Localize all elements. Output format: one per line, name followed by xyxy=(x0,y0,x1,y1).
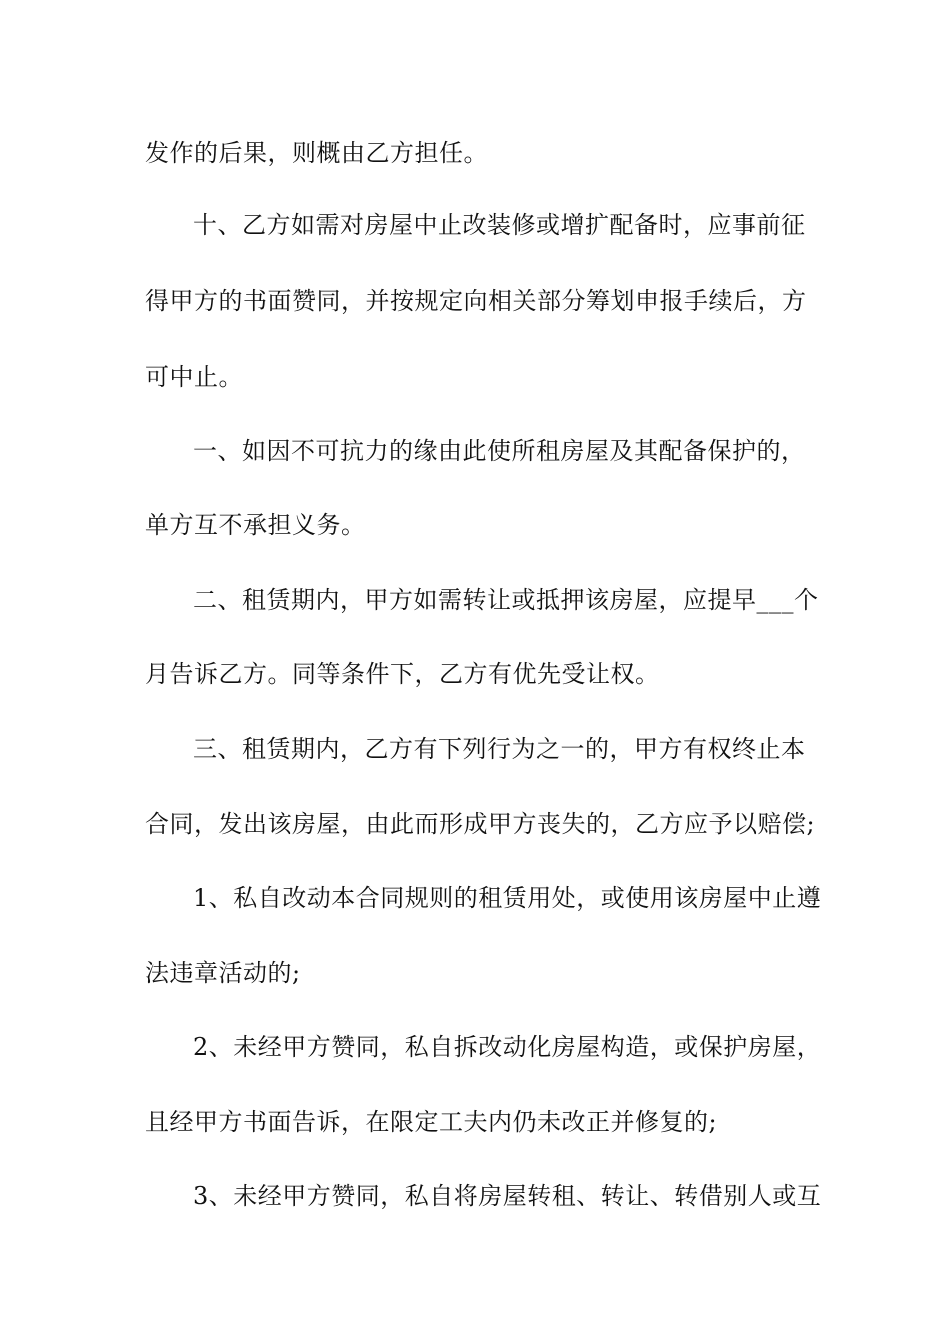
text-line-11: 1、私自改动本合同规则的租赁用处，或使用该房屋中止遵 xyxy=(193,884,822,912)
text-line-8: 月告诉乙方。同等条件下，乙方有优先受让权。 xyxy=(145,660,660,688)
text-line-7: 二、租赁期内，甲方如需转让或抵押该房屋，应提早___个 xyxy=(193,586,819,614)
text-line-9: 三、租赁期内，乙方有下列行为之一的，甲方有权终止本 xyxy=(193,735,806,763)
text-line-3: 得甲方的书面赞同，并按规定向相关部分筹划申报手续后，方 xyxy=(145,287,807,315)
text-line-1: 发作的后果，则概由乙方担任。 xyxy=(145,139,488,167)
text-line-12: 法违章活动的; xyxy=(145,959,301,987)
text-line-14: 且经甲方书面告诉，在限定工夫内仍未改正并修复的; xyxy=(145,1108,718,1136)
text-line-10: 合同，发出该房屋，由此而形成甲方丧失的，乙方应予以赔偿; xyxy=(145,810,816,838)
text-line-15: 3、未经甲方赞同，私自将房屋转租、转让、转借别人或互 xyxy=(193,1182,822,1210)
text-line-13: 2、未经甲方赞同，私自拆改动化房屋构造，或保护房屋， xyxy=(193,1033,822,1061)
text-line-2: 十、乙方如需对房屋中止改装修或增扩配备时，应事前征 xyxy=(193,211,806,239)
text-line-6: 单方互不承担义务。 xyxy=(145,511,366,539)
text-line-5: 一、如因不可抗力的缘由此使所租房屋及其配备保护的， xyxy=(193,437,806,465)
text-line-4: 可中止。 xyxy=(145,363,243,391)
